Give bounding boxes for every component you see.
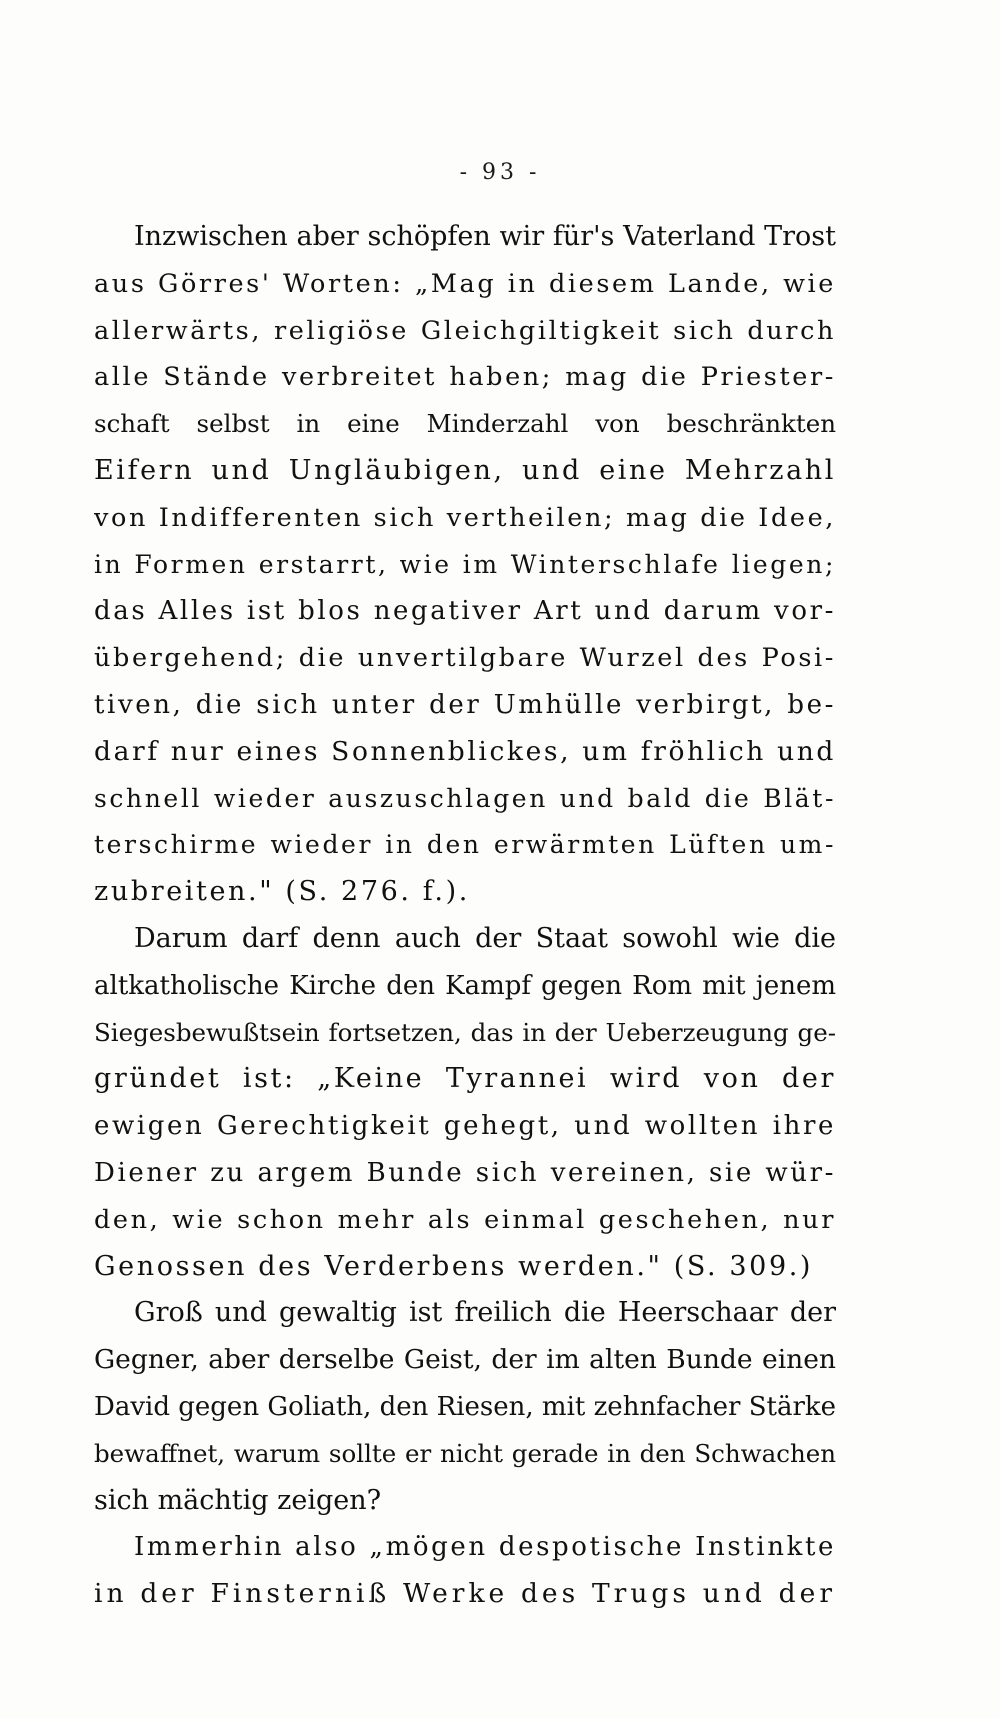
text-line: von Indifferenten sich vertheilen; mag die Idee, — [94, 502, 836, 533]
text-line: das Alles ist blos negativer Art und darum vor- — [94, 596, 836, 627]
text-line: Gegner, aber derselbe Geist, der im alten Bunde einen — [94, 1344, 836, 1376]
body-text — [94, 214, 836, 1618]
text-line: David gegen Goliath, den Riesen, mit zehnfacher Stärke — [94, 1391, 836, 1422]
text-line: Immerhin also „mögen despotische Instinkte — [134, 1532, 836, 1563]
text-line: altkatholische Kirche den Kampf gegen Rom mit jenem — [94, 970, 836, 1001]
page-number: - 93 - — [459, 160, 541, 185]
text-line: schnell wieder auszuschlagen und bald die Blät- — [94, 783, 836, 813]
text-line: sich mächtig zeigen? — [94, 1484, 382, 1516]
text-line: bewaffnet, warum sollte er nicht gerade in den Schwachen — [94, 1438, 836, 1468]
text-line: tiven, die sich unter der Umhülle verbirgt, be- — [94, 689, 836, 720]
text-line: ewigen Gerechtigkeit gehegt, und wollten ihre — [94, 1111, 836, 1142]
text-line: Eifern und Ungläubigen, und eine Mehrzahl — [94, 454, 836, 486]
text-line: aus Görres' Worten: „Mag in diesem Lande, wie — [94, 268, 836, 299]
text-line: Diener zu argem Bunde sich vereinen, sie wür- — [94, 1157, 836, 1188]
text-line: darf nur eines Sonnenblickes, um fröhlich und — [94, 735, 836, 767]
text-line: zubreiten." (S. 276. f.). — [94, 876, 470, 908]
text-line: Siegesbewußtsein fortsetzen, das in der Ueberzeugung ge- — [94, 1017, 836, 1047]
text-line: Genossen des Verderbens werden." (S. 309.) — [94, 1250, 814, 1282]
text-line: übergehend; die unvertilgbare Wurzel des Posi- — [94, 643, 836, 674]
text-line: Groß und gewaltig ist freilich die Heerschaar der — [134, 1297, 836, 1329]
text-line: terschirme wieder in den erwärmten Lüften um- — [94, 830, 836, 860]
text-line: Darum darf denn auch der Staat sowohl wie die — [134, 922, 836, 954]
text-line: in Formen erstarrt, wie im Winterschlafe liegen; — [94, 549, 836, 579]
text-line: in der Finsterniß Werke des Trugs und der — [94, 1578, 836, 1610]
text-line: schaft selbst in eine Minderzahl von beschränkten — [94, 409, 836, 439]
text-line: alle Stände verbreitet haben; mag die Priester- — [94, 362, 836, 393]
text-line: Inzwischen aber schöpfen wir für's Vaterland Trost — [134, 221, 836, 252]
text-line: gründet ist: „Keine Tyrannei wird von der — [94, 1063, 836, 1095]
text-line: den, wie schon mehr als einmal geschehen, nur — [94, 1204, 836, 1235]
text-line: allerwärts, religiöse Gleichgiltigkeit sich durch — [94, 315, 836, 346]
